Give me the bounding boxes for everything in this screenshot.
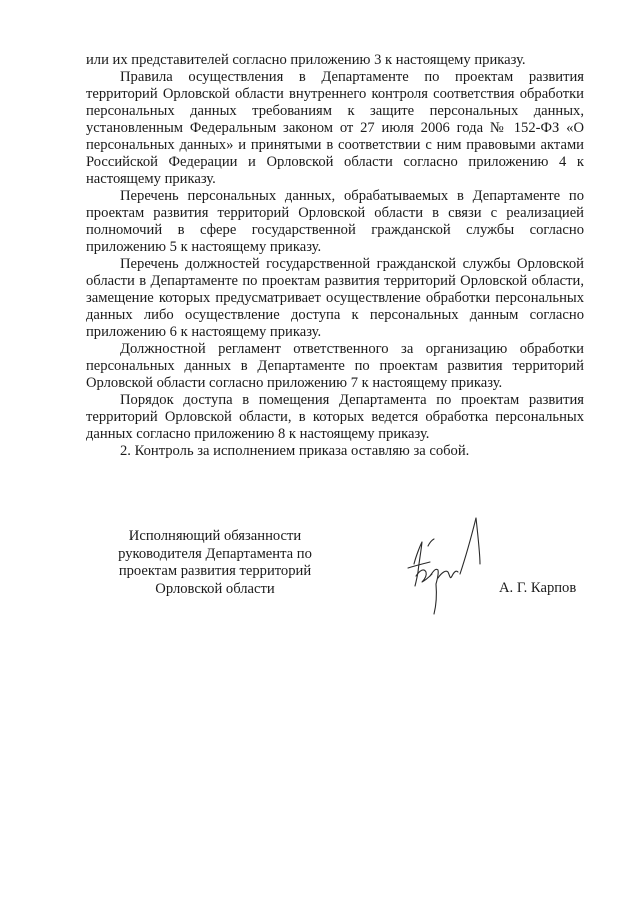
signatory-position-line: руководителя Департамента по <box>118 545 312 562</box>
signatory-position-line: Исполняющий обязанности <box>128 528 302 544</box>
handwritten-signature <box>400 506 510 636</box>
signatory-position-line: проектам развития территорий <box>118 563 312 579</box>
signatory-position-line: Орловской области <box>155 580 275 597</box>
paragraph-appendix-6: Перечень должностей государственной гражданской службы Орловской области в Департаменте по проектам развития территорий Орловской области, замещение которых предусматривает осуществление обработки персональных данных либо осуществление доступа к персональных данным согласно приложению 6 к настоящему приказу. <box>86 256 584 340</box>
signatory-name: А. Г. Карпов <box>499 580 577 596</box>
paragraph-appendix-5: Перечень персональных данных, обрабатываемых в Департаменте по проектам развития территорий Орловской области в связи с реализацией полномочий в сфере государственной гражданской службы согласно приложению 5 к настоящему приказу. <box>86 188 584 255</box>
signature-block <box>0 528 640 648</box>
document-body <box>86 52 584 460</box>
paragraph-appendix-8: Порядок доступа в помещения Департамента по проектам развития территорий Орловской области, в которых ведется обработка персональных данных согласно приложению 8 к настоящему приказу. <box>86 392 584 442</box>
signatory-position <box>100 528 330 598</box>
paragraph-control: 2. Контроль за исполнением приказа оставляю за собой. <box>120 443 470 459</box>
paragraph-appendix-3: или их представителей согласно приложению 3 к настоящему приказу. <box>86 52 526 68</box>
paragraph-appendix-4: Правила осуществления в Департаменте по проектам развития территорий Орловской области внутреннего контроля соответствия обработки персональных данных требованиям к защите персональных данных, установленным Федеральным законом от 27 июля 2006 года № 152-ФЗ «О персональных данных» и принятыми в соответствии с ним правовыми актами Российской Федерации и Орловской области согласно приложению 4 к настоящему приказу. <box>86 69 584 187</box>
paragraph-appendix-7: Должностной регламент ответственного за организацию обработки персональных данных в Департаменте по проектам развития территорий Орловской области согласно приложению 7 к настоящему приказу. <box>86 341 584 391</box>
